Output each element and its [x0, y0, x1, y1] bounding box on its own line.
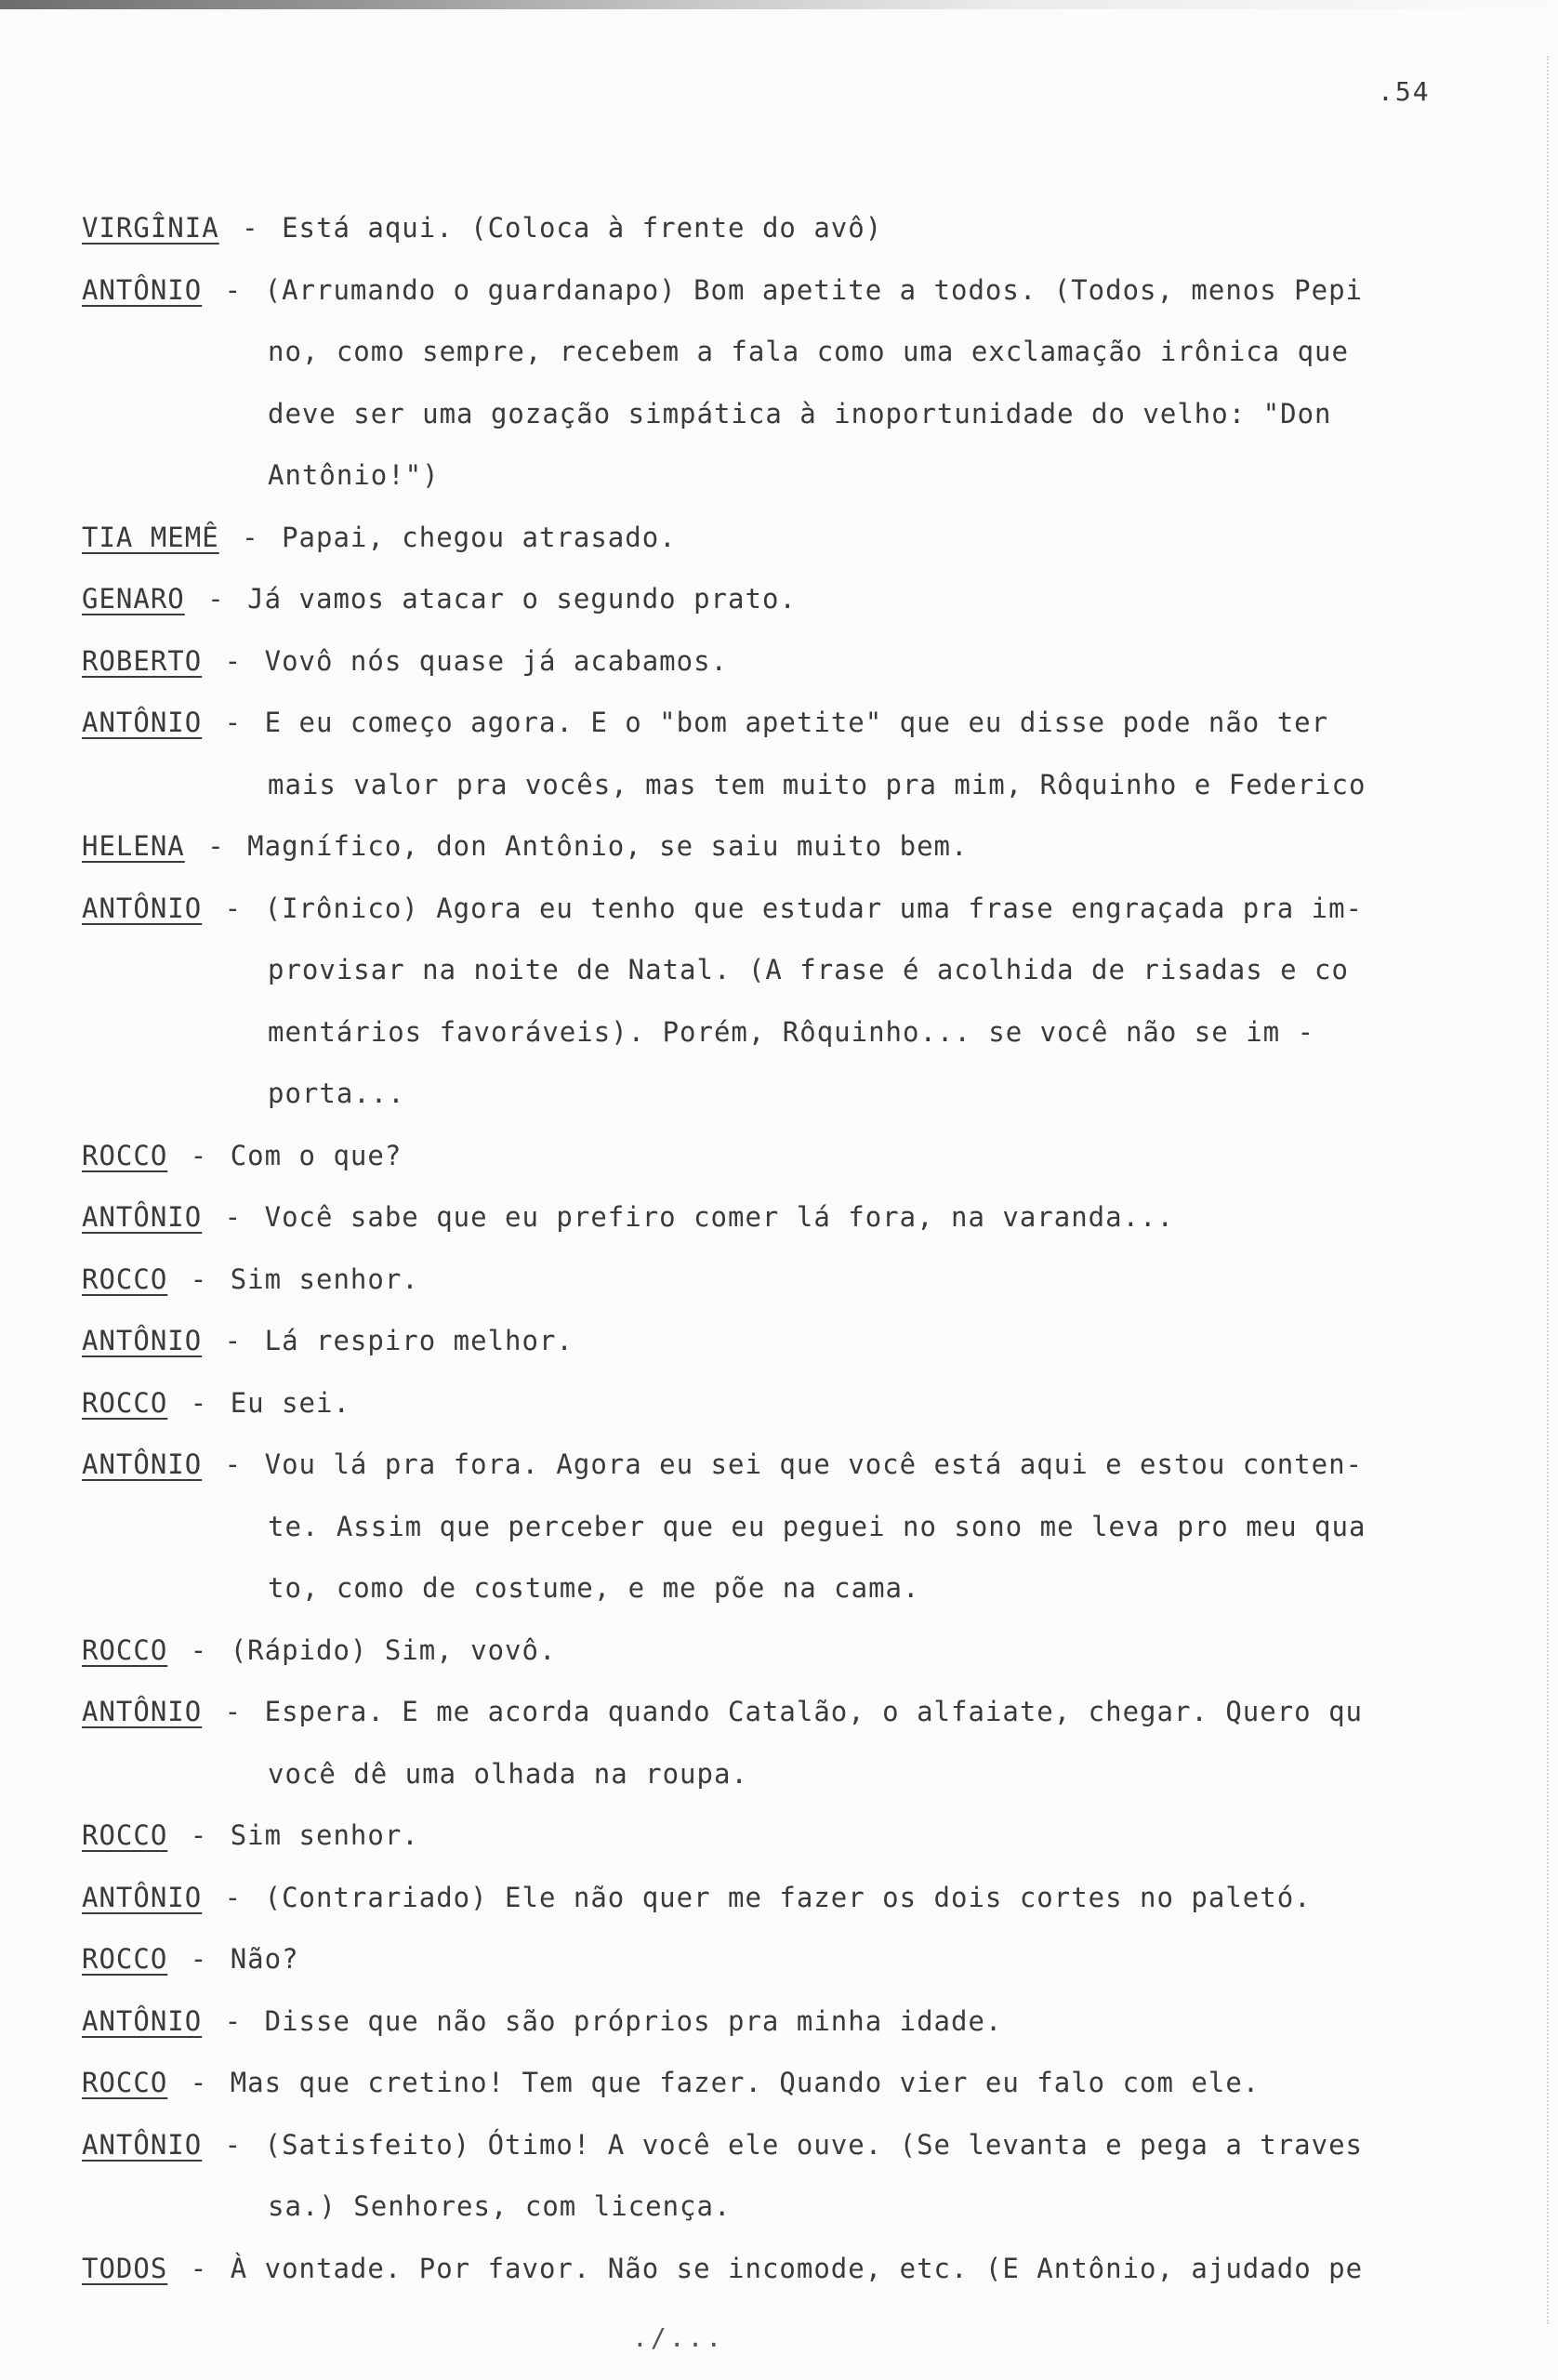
dialogue-line: [82, 1867, 1504, 1929]
speaker-dash: -: [224, 521, 277, 553]
dialogue-block: [82, 1990, 1504, 2053]
dialogue-text: Está aqui. (Coloca à frente do avô): [282, 212, 883, 244]
speaker-name: ANTÔNIO: [82, 892, 203, 924]
dialogue-block: [82, 815, 1504, 878]
dialogue-line: [82, 1125, 1504, 1187]
dialogue-text: Espera. E me acorda quando Catalão, o alfaiate, chegar. Quero qu: [264, 1696, 1364, 1727]
dialogue-block: [82, 568, 1504, 630]
speaker-dash: -: [190, 583, 243, 615]
dialogue-line: [82, 692, 1504, 754]
speaker-name: ANTÔNIO: [82, 1448, 203, 1480]
speaker-name: TODOS: [82, 2252, 168, 2284]
speaker-name: ROCCO: [82, 1943, 168, 1975]
dialogue-line: [82, 1434, 1504, 1496]
dialogue-text: Vou lá pra fora. Agora eu sei que você está aqui e estou conten-: [264, 1448, 1364, 1480]
dialogue-text: provisar na noite de Natal. (A frase é acolhida de risadas e co: [268, 954, 1349, 985]
dialogue-block: [82, 1372, 1504, 1435]
dialogue-block: [82, 1681, 1504, 1805]
speaker-name: ROCCO: [82, 1819, 168, 1851]
dialogue-text: Disse que não são próprios pra minha idade.: [264, 2004, 1003, 2037]
dialogue-text: (Arrumando o guardanapo) Bom apetite a todos. (Todos, menos Pepi: [264, 273, 1364, 306]
page-edge-artifact: [1545, 56, 1549, 2324]
speaker-dash: -: [207, 707, 259, 738]
speaker-name: ROCCO: [82, 1386, 168, 1419]
dialogue-continuation: [82, 383, 1504, 445]
dialogue-text: E eu começo agora. E o "bom apetite" que eu disse pode não ter: [264, 707, 1329, 738]
dialogue-text: Você sabe que eu prefiro comer lá fora, na varanda...: [264, 1201, 1174, 1233]
dialogue-continuation: [82, 1063, 1504, 1125]
dialogue-text: Lá respiro melhor.: [264, 1325, 574, 1356]
dialogue-block: [82, 1620, 1504, 1682]
dialogue-line: [82, 1928, 1504, 1990]
dialogue-line: [82, 1372, 1504, 1435]
speaker-name: ANTÔNIO: [82, 1881, 203, 1913]
speaker-dash: -: [173, 2067, 225, 2098]
dialogue-text: Vovô nós quase já acabamos.: [264, 644, 729, 677]
dialogue-line: [82, 878, 1504, 940]
speaker-name: ANTÔNIO: [82, 2128, 203, 2161]
dialogue-line: [82, 1990, 1504, 2053]
dialogue-text: Eu sei.: [230, 1386, 350, 1419]
speaker-dash: -: [207, 1325, 259, 1356]
speaker-name: ANTÔNIO: [82, 273, 203, 306]
speaker-dash: -: [207, 273, 259, 306]
dialogue-line: [82, 2114, 1504, 2176]
dialogue-line: [82, 1249, 1504, 1311]
speaker-dash: -: [173, 1943, 225, 1975]
speaker-name: ROBERTO: [82, 644, 203, 677]
dialogue-text: À vontade. Por favor. Não se incomode, etc. (E Antônio, ajudado pe: [230, 2252, 1364, 2284]
dialogue-line: [82, 568, 1504, 630]
speaker-dash: -: [207, 2004, 259, 2037]
dialogue-line: [82, 1310, 1504, 1372]
dialogue-continuation: [82, 939, 1504, 1001]
dialogue-block: [82, 1867, 1504, 1929]
speaker-name: HELENA: [82, 830, 185, 862]
dialogue-text: mais valor pra vocês, mas tem muito pra mim, Rôquinho e Federico: [268, 768, 1367, 800]
speaker-dash: -: [190, 830, 243, 862]
dialogue-block: [82, 878, 1504, 1125]
speaker-name: ROCCO: [82, 1139, 168, 1171]
dialogue-block: [82, 630, 1504, 693]
speaker-name: TIA MEMÊ: [82, 521, 219, 553]
dialogue-continuation: [82, 1001, 1504, 1064]
dialogue-text: no, como sempre, recebem a fala como uma exclamação irônica que: [268, 336, 1349, 367]
dialogue-text: porta...: [268, 1078, 405, 1109]
speaker-dash: -: [173, 1633, 225, 1666]
dialogue-line: [82, 1620, 1504, 1682]
speaker-name: ROCCO: [82, 1263, 168, 1295]
dialogue-continuation: [82, 754, 1504, 816]
dialogue-continuation: [82, 2175, 1504, 2238]
dialogue-text: Não?: [230, 1943, 299, 1975]
speaker-dash: -: [173, 1263, 225, 1295]
page-number: .54: [1378, 76, 1431, 107]
dialogue-text: (Irônico) Agora eu tenho que estudar uma frase engraçada pra im-: [264, 892, 1364, 924]
dialogue-block: [82, 1928, 1504, 1990]
speaker-dash: -: [207, 892, 259, 924]
speaker-dash: -: [207, 1201, 259, 1233]
dialogue-block: [82, 1125, 1504, 1187]
dialogue-block: [82, 259, 1504, 507]
dialogue-block: [82, 2114, 1504, 2238]
scan-edge-artifact: [0, 0, 1558, 9]
dialogue-continuation: [82, 1496, 1504, 1558]
dialogue-text: Papai, chegou atrasado.: [282, 521, 677, 553]
dialogue-line: [82, 630, 1504, 693]
speaker-name: GENARO: [82, 583, 185, 615]
dialogue-line: [82, 815, 1504, 878]
speaker-dash: -: [207, 1696, 259, 1727]
dialogue-block: [82, 1186, 1504, 1249]
page-continuation-mark: ./...: [632, 2322, 725, 2353]
speaker-dash: -: [173, 1386, 225, 1419]
dialogue-text: mentários favoráveis). Porém, Rôquinho... se você não se im -: [268, 1015, 1315, 1048]
dialogue-text: Antônio!"): [268, 459, 440, 491]
speaker-name: ANTÔNIO: [82, 1696, 203, 1727]
speaker-dash: -: [207, 1448, 259, 1480]
dialogue-block: [82, 1805, 1504, 1867]
dialogue-line: [82, 2238, 1504, 2300]
speaker-dash: -: [173, 1139, 225, 1171]
speaker-name: ROCCO: [82, 1633, 168, 1666]
dialogue-text: você dê uma olhada na roupa.: [268, 1757, 748, 1790]
dialogue-line: [82, 1186, 1504, 1249]
dialogue-text: deve ser uma gozação simpática à inoportunidade do velho: "Don: [268, 397, 1332, 430]
dialogue-block: [82, 197, 1504, 259]
speaker-name: ANTÔNIO: [82, 1201, 203, 1233]
dialogue-text: Já vamos atacar o segundo prato.: [247, 583, 797, 615]
script-body: [82, 197, 1504, 2299]
dialogue-block: [82, 1434, 1504, 1620]
dialogue-text: to, como de costume, e me põe na cama.: [268, 1572, 920, 1604]
dialogue-text: Sim senhor.: [230, 1263, 419, 1295]
dialogue-text: Sim senhor.: [230, 1819, 419, 1851]
dialogue-block: [82, 2052, 1504, 2114]
dialogue-line: [82, 2052, 1504, 2114]
speaker-name: ANTÔNIO: [82, 2004, 203, 2037]
dialogue-continuation: [82, 1557, 1504, 1620]
dialogue-continuation: [82, 1743, 1504, 1805]
dialogue-text: Magnífico, don Antônio, se saiu muito bem.: [247, 830, 969, 862]
dialogue-text: te. Assim que perceber que eu peguei no sono me leva pro meu qua: [268, 1510, 1367, 1542]
speaker-dash: -: [207, 2128, 259, 2161]
dialogue-block: [82, 1249, 1504, 1311]
dialogue-line: [82, 1681, 1504, 1743]
speaker-dash: -: [224, 212, 277, 244]
speaker-name: ROCCO: [82, 2067, 168, 2098]
speaker-dash: -: [207, 644, 259, 677]
dialogue-line: [82, 1805, 1504, 1867]
dialogue-block: [82, 1310, 1504, 1372]
dialogue-block: [82, 2238, 1504, 2300]
dialogue-text: Com o que?: [230, 1139, 403, 1171]
dialogue-text: (Rápido) Sim, vovô.: [230, 1633, 557, 1666]
dialogue-continuation: [82, 444, 1504, 507]
speaker-dash: -: [173, 1819, 225, 1851]
speaker-name: VIRGÎNIA: [82, 212, 219, 244]
dialogue-line: [82, 507, 1504, 569]
dialogue-text: (Satisfeito) Ótimo! A você ele ouve. (Se levanta e pega a traves: [264, 2128, 1364, 2161]
speaker-dash: -: [173, 2252, 225, 2284]
dialogue-continuation: [82, 321, 1504, 383]
dialogue-text: sa.) Senhores, com licença.: [268, 2190, 732, 2222]
dialogue-text: Mas que cretino! Tem que fazer. Quando vier eu falo com ele.: [230, 2067, 1261, 2098]
dialogue-block: [82, 507, 1504, 569]
speaker-dash: -: [207, 1881, 259, 1913]
dialogue-text: (Contrariado) Ele não quer me fazer os dois cortes no paletó.: [264, 1881, 1312, 1913]
dialogue-line: [82, 197, 1504, 259]
speaker-name: ANTÔNIO: [82, 707, 203, 738]
dialogue-line: [82, 259, 1504, 322]
dialogue-block: [82, 692, 1504, 815]
speaker-name: ANTÔNIO: [82, 1325, 203, 1356]
